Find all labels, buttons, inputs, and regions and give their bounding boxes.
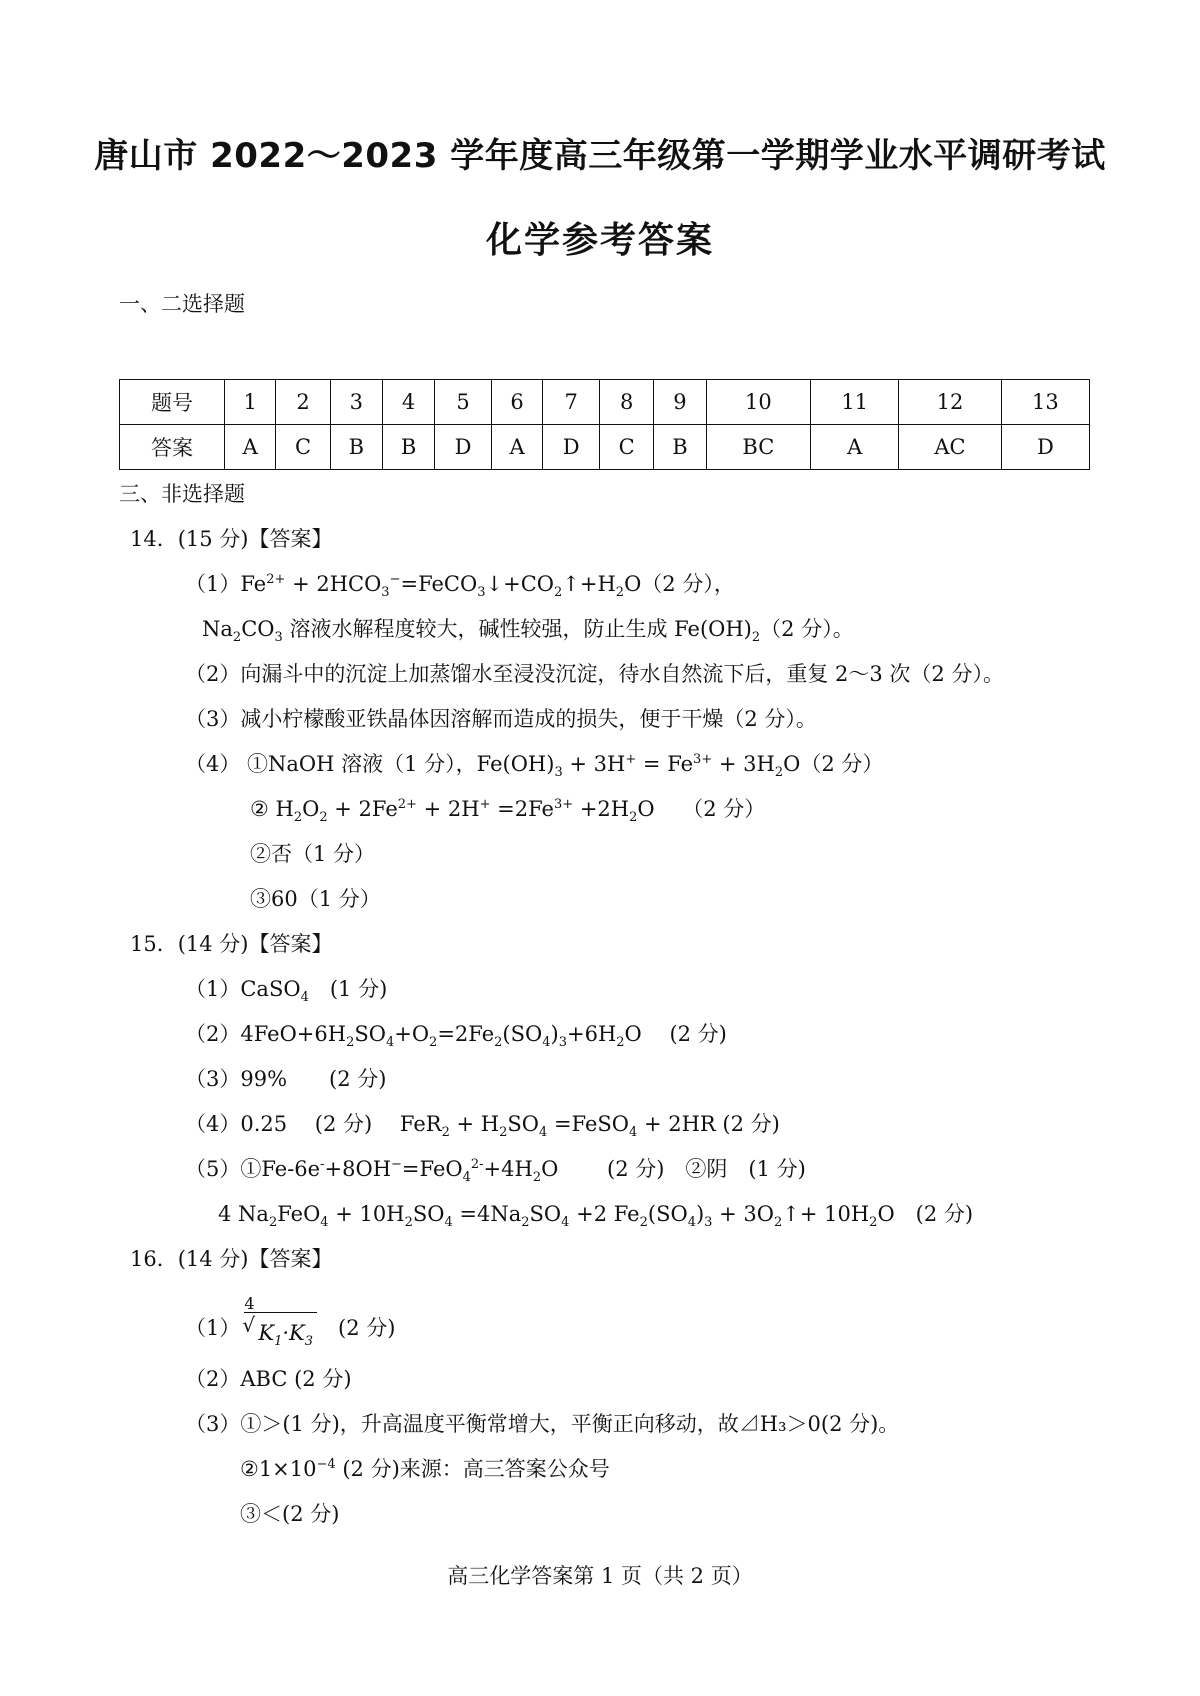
q14-line-1: $(1)Fe^{2+}$ + $2HCO_3^-=FeCO_3↓+CO_2↑+H_2O(2$ 分）， xyxy=(185,572,735,601)
q16-line-3: （3）①＞(1 分)，升高温度平衡常增大，平衡正向移动，故⊿H₃＞0(2 分)。 xyxy=(185,1412,900,1436)
q15-line-4: （4）0.25 (2 分) $FeR_2 + H_2SO_4$ =FeSO$_4$ + 2HR (2 分) xyxy=(185,1112,780,1141)
q14-line-7: ②否（1 分） xyxy=(250,842,376,866)
question-number-cell: 11 xyxy=(811,380,899,425)
q14-line-6: ② $H_2O_2 + 2Fe^{2+} + 2H^+ =2Fe^{3+} +2H_2O$ （2 分） xyxy=(250,797,766,826)
q15-line-5: $(5)①Fe-6e^-+8OH^-=FeO_4^{2-}+4H_2O$ (2 分) ②阴 (1 分) xyxy=(185,1157,806,1186)
answer-cell: AC xyxy=(899,425,1001,470)
question-number-cell: 5 xyxy=(435,380,492,425)
table-header-cell: 答案 xyxy=(120,425,225,470)
question-number-cell: 10 xyxy=(706,380,811,425)
q14-line-5: （4） ①NaOH 溶液（1 分），$Fe(OH)_3 + 3H^+ = Fe^{3+} + 3H_2O(2$ 分） xyxy=(185,752,884,781)
question-number-cell: 8 xyxy=(600,380,654,425)
answer-cell: D xyxy=(1001,425,1089,470)
page-footer: 高三化学答案第 1 页（共 2 页） xyxy=(447,1564,753,1588)
q16-heading: 16．(14 分)【答案】 xyxy=(130,1247,333,1271)
q15-line-3: （3）99% (2 分) xyxy=(185,1067,387,1091)
q14-line-2: $Na_2CO_3$ 溶液水解程度较大，碱性较强，防止生成 $Fe(OH)_2(2$ 分）。 xyxy=(202,617,854,646)
document-title: 唐山市 2022～2023 学年度高三年级第一学期学业水平调研考试 xyxy=(94,136,1106,176)
q16-line-1: （1） 4 √ $K_1\cdot K_3$ (2 分) xyxy=(185,1312,395,1347)
document-subtitle: 化学参考答案 xyxy=(485,220,714,261)
question-number-cell: 12 xyxy=(899,380,1001,425)
answer-cell: B xyxy=(330,425,382,470)
answer-cell: A xyxy=(225,425,276,470)
question-number-cell: 4 xyxy=(382,380,434,425)
table-header-cell: 题号 xyxy=(120,380,225,425)
q15-line-6: 4 $Na_2FeO_4 + 10H_2SO_4 =4Na_2SO_4 +2$ $Fe_2(SO_4)_3$ + $3O_2↑+ 10H_2O$ (2 分) xyxy=(218,1202,974,1231)
section-heading-choice: 一、二选择题 xyxy=(119,292,245,316)
q14-line-4: （3）减小柠檬酸亚铁晶体因溶解而造成的损失，便于干燥（2 分）。 xyxy=(185,707,817,731)
q15-line-1: （1）CaSO$_4$ (1 分) xyxy=(185,977,388,1006)
table-row-answers xyxy=(120,425,1090,470)
section-heading-nonchoice: 三、非选择题 xyxy=(119,482,245,506)
question-number-cell: 2 xyxy=(276,380,330,425)
answer-cell: C xyxy=(600,425,654,470)
question-number-cell: 9 xyxy=(654,380,706,425)
q14-line-8: ③60（1 分） xyxy=(250,887,381,911)
answer-cell: C xyxy=(276,425,330,470)
answer-cell: A xyxy=(491,425,542,470)
answer-cell: BC xyxy=(706,425,811,470)
q16-line-2: （2）ABC (2 分) xyxy=(185,1367,352,1391)
answer-table xyxy=(119,379,1090,470)
question-number-cell: 7 xyxy=(543,380,600,425)
table-row-questions xyxy=(120,380,1090,425)
answer-cell: D xyxy=(543,425,600,470)
q16-line-4: $②1\times 10^{-4}$ (2 分)来源：高三答案公众号 xyxy=(240,1457,610,1481)
answer-cell: B xyxy=(382,425,434,470)
q14-line-3: （2）向漏斗中的沉淀上加蒸馏水至浸没沉淀，待水自然流下后，重复 2～3 次（2 分）。 xyxy=(185,662,1004,686)
q15-line-2: $(2)4FeO+6H_2SO_4+O_2=2Fe_2(SO_4)_3+6H_2O$ (2 分) xyxy=(185,1022,727,1051)
question-number-cell: 6 xyxy=(491,380,542,425)
question-number-cell: 3 xyxy=(330,380,382,425)
q16-line-5: ③＜(2 分) xyxy=(240,1502,340,1526)
q14-heading: 14．(15 分)【答案】 xyxy=(130,527,333,551)
answer-cell: B xyxy=(654,425,706,470)
answer-cell: D xyxy=(435,425,492,470)
answer-cell: A xyxy=(811,425,899,470)
q15-heading: 15．(14 分)【答案】 xyxy=(130,932,333,956)
question-number-cell: 1 xyxy=(225,380,276,425)
fourth-root-expression: 4 √ $K_1\cdot K_3$ xyxy=(244,1312,317,1347)
question-number-cell: 13 xyxy=(1001,380,1089,425)
